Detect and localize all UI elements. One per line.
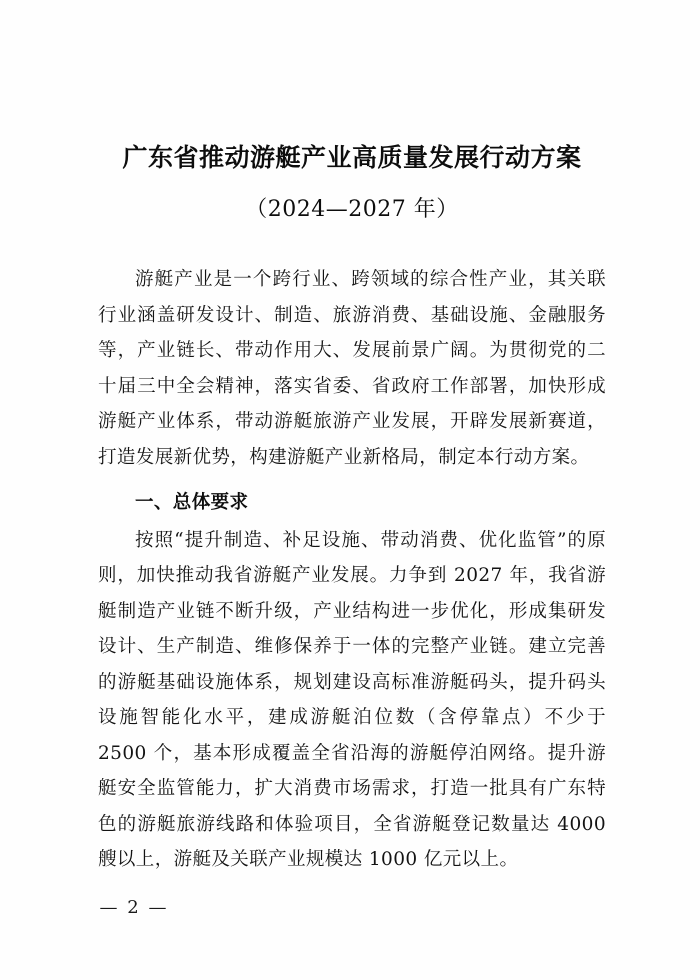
page-title: 广东省推动游艇产业高质量发展行动方案 [122,143,582,172]
section-paragraph-overall-requirements: 按照“提升制造、补足设施、带动消费、优化监管”的原则，加快推动我省游艇产业发展。力争到 2027 年，我省游艇制造产业链不断升级，产业结构进一步优化，形成集研发设计、生产制造、维修保养于一体的完整产业链。建立完善的游艇基础设施体系，规划建设高标准游艇码头，提升码头设施智能化水平，建成游艇泊位数（含停靠点）不少于 2500 个，基本形成覆盖全省沿海的游艇停泊网络。提升游艇安全监管能力，扩大消费市场需求，打造一批具有广东特色的游艇旅游线路和体验项目，全省游艇登记数量达 4000 艘以上，游艇及关联产业规模达 1000 亿元以上。 [98,529,606,870]
section-heading-overall-requirements: 一、总体要求 [135,492,249,513]
document-body [98,140,606,878]
document-subtitle: （2024—2027 年） [245,197,459,222]
intro-paragraph: 游艇产业是一个跨行业、跨领域的综合性产业，其关联行业涵盖研发设计、制造、旅游消费、基础设施、金融服务等，产业链长、带动作用大、发展前景广阔。为贯彻党的二十届三中全会精神，落实省委、省政府工作部署，加快形成游艇产业体系，带动游艇旅游产业发展，开辟发展新赛道，打造发展新优势，构建游艇产业新格局，制定本行动方案。 [98,269,606,468]
page-number-label: — 2 — [99,897,169,918]
page-number [0,897,700,918]
